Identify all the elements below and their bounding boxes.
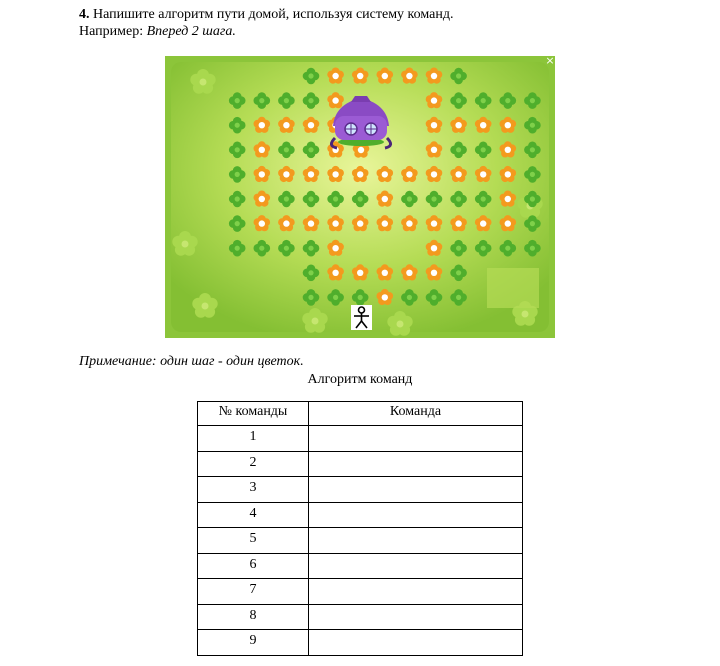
command-cell[interactable] <box>309 630 523 656</box>
command-number-cell <box>198 426 309 452</box>
command-number-cell <box>198 630 309 656</box>
command-number-cell <box>198 553 309 579</box>
command-text[interactable] <box>309 528 522 531</box>
example-value: Вперед 2 шага. <box>146 24 236 39</box>
command-cell[interactable] <box>309 604 523 630</box>
command-number: 8 <box>249 607 257 623</box>
command-text[interactable] <box>309 579 522 582</box>
command-text[interactable] <box>309 426 522 429</box>
table-row <box>198 426 523 452</box>
example-prefix: Например: <box>79 24 144 39</box>
table-row <box>198 604 523 630</box>
header-command <box>309 402 523 426</box>
table-row <box>198 528 523 554</box>
command-number: 7 <box>249 582 257 597</box>
command-number: 4 <box>249 505 257 521</box>
command-cell[interactable] <box>309 579 523 605</box>
note: Примечание: один шаг - один цветок. <box>79 354 304 369</box>
table-caption <box>0 372 720 388</box>
command-cell[interactable] <box>309 502 523 528</box>
command-number: 1 <box>249 429 257 444</box>
command-number-cell <box>198 579 309 605</box>
command-number-cell <box>198 451 309 477</box>
command-text[interactable] <box>309 503 522 506</box>
table-header-row <box>198 402 523 426</box>
task-text: Напишите алгоритм пути домой, используя систему команд. <box>93 7 454 22</box>
command-cell[interactable] <box>309 426 523 452</box>
table-caption-text: Алгоритм команд <box>307 372 413 387</box>
command-text[interactable] <box>309 452 522 455</box>
command-number: 6 <box>249 556 257 572</box>
command-number: 2 <box>249 454 257 470</box>
table-row <box>198 630 523 656</box>
command-cell[interactable] <box>309 451 523 477</box>
commands-table <box>197 401 523 656</box>
table-row <box>198 553 523 579</box>
command-text[interactable] <box>309 477 522 480</box>
command-number: 5 <box>249 531 257 546</box>
stickman-icon <box>351 305 372 330</box>
task-title <box>79 6 453 23</box>
header-number <box>198 402 309 426</box>
command-number-cell <box>198 604 309 630</box>
command-number-cell <box>198 502 309 528</box>
table-row <box>198 451 523 477</box>
command-number-cell <box>198 528 309 554</box>
command-number: 3 <box>249 480 257 495</box>
command-cell[interactable] <box>309 553 523 579</box>
decor-patch <box>487 268 539 308</box>
close-icon[interactable]: × <box>545 56 555 67</box>
task-number: 4. <box>79 7 90 22</box>
game-field <box>165 56 555 338</box>
command-cell[interactable] <box>309 477 523 503</box>
table-row <box>198 579 523 605</box>
header-number-text: № команды <box>218 404 288 419</box>
command-text[interactable] <box>309 554 522 557</box>
table-row <box>198 502 523 528</box>
game-board <box>165 56 555 338</box>
command-cell[interactable] <box>309 528 523 554</box>
command-number-cell <box>198 477 309 503</box>
table-row <box>198 477 523 503</box>
task-example <box>79 23 236 40</box>
command-number: 9 <box>249 633 257 648</box>
header-command-text: Команда <box>389 404 442 419</box>
command-text[interactable] <box>309 630 522 633</box>
command-text[interactable] <box>309 605 522 608</box>
